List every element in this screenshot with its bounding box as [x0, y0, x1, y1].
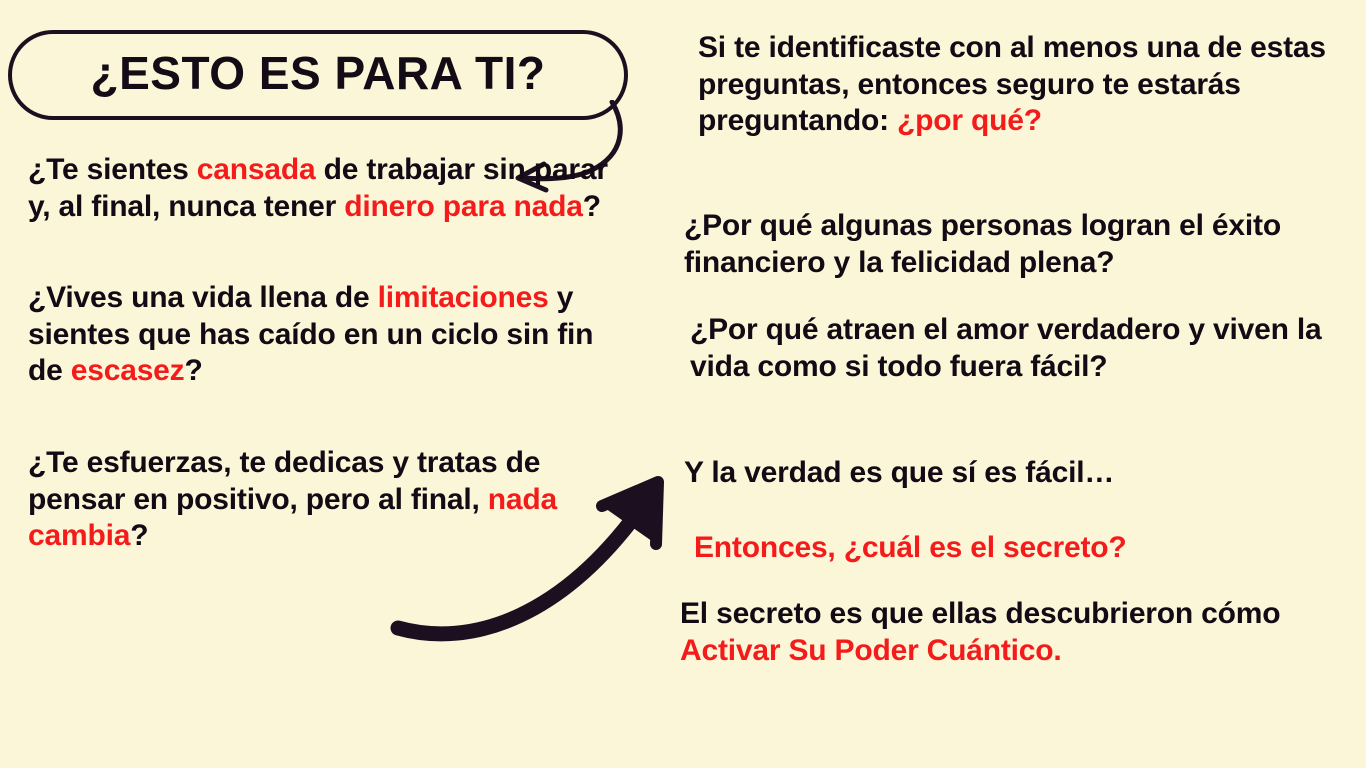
plain-text: ¿Te esfuerzas, te dedicas y tratas de pensar en positivo, pero al final, [28, 446, 541, 516]
plain-text: ¿Te sientes [28, 153, 197, 186]
highlighted-text: Entonces, ¿cuál es el secreto? [694, 531, 1127, 564]
highlighted-text: Activar Su Poder Cuántico. [680, 633, 1062, 667]
speech-bubble [8, 30, 628, 120]
plain-text: ? [184, 354, 203, 388]
question-item [28, 445, 628, 555]
plain-text: ¿Por qué algunas personas logran el éxito financiero y la felicidad plena? [684, 209, 1281, 279]
highlighted-text: escasez [70, 354, 185, 388]
plain-text: El secreto es que ellas descubrieron cómo [680, 597, 1281, 630]
text-block-secret-question [694, 530, 1354, 567]
highlighted-text: dinero para nada [344, 189, 583, 223]
plain-text: ? [130, 519, 149, 553]
plain-text: ¿Vives una vida llena de [28, 281, 378, 314]
question-item [28, 152, 628, 225]
page-title: ¿ESTO ES PARA TI? [90, 47, 546, 99]
plain-text: Si te identificaste con al menos una de estas preguntas, entonces seguro te estarás preguntando: [698, 31, 1326, 138]
plain-text: Y la verdad es que sí es fácil… [684, 456, 1115, 489]
text-block [698, 30, 1358, 140]
highlighted-text: cansada [196, 153, 316, 186]
plain-text: ? [582, 189, 601, 223]
text-block [684, 455, 1344, 492]
plain-text: de trabajar sin parar y, al final, nunca tener [28, 153, 608, 223]
plain-text: y sientes que has caído en un ciclo sin fin de [28, 281, 594, 388]
highlighted-text: nada cambia [28, 482, 558, 553]
text-block-secret-answer [680, 596, 1360, 669]
text-block [684, 208, 1356, 281]
highlighted-text: limitaciones [377, 281, 549, 314]
left-column [0, 0, 660, 768]
highlighted-text: ¿por qué? [897, 104, 1042, 138]
plain-text: ¿Por qué atraen el amor verdadero y viven la vida como si todo fuera fácil? [690, 313, 1322, 383]
question-item [28, 280, 628, 390]
right-column [672, 0, 1366, 768]
text-block [690, 312, 1350, 385]
